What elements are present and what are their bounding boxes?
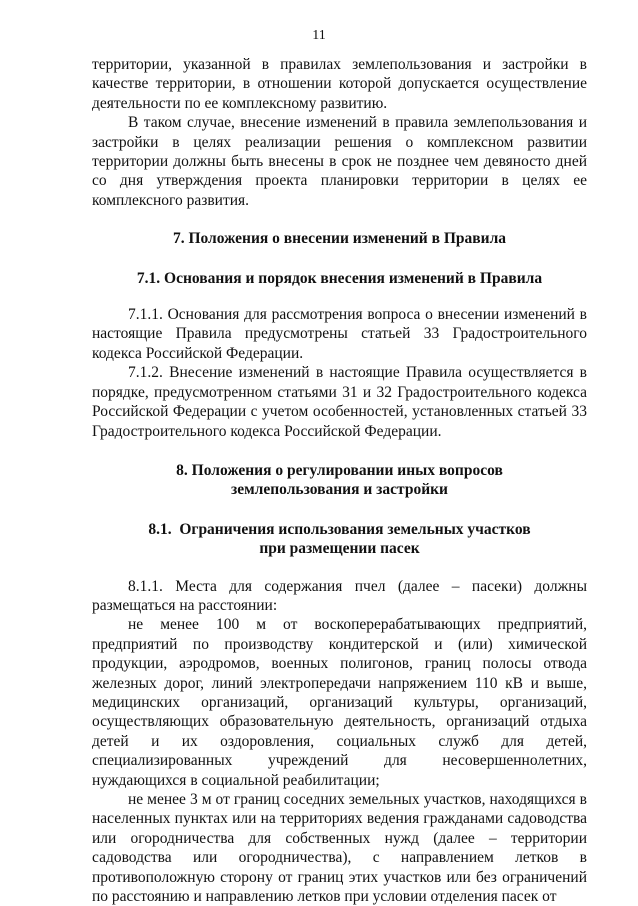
paragraph: В таком случае, внесение изменений в правила землепользования и застройки в целях реализации решения о комплексном развитии территории должны быть внесены в срок не позднее чем девяносто дней со дня утверждения проекта планировки территории в целях ее комплексного развития. — [92, 114, 587, 209]
document-body — [92, 55, 587, 906]
list-item: не менее 100 м от воскоперерабатывающих предприятий, предприятий по производству кондитерской и (или) химической продукции, аэродромов, военных полигонов, границ полосы отвода железных дорог, линий электропередачи напряжением 110 кВ и выше, медицинских организаций, организаций культуры, организаций, осуществляющих образовательную деятельность, организаций отдыха детей и их оздоровления, социальных служб для детей, специализированных учреждений для несовершеннолетних, нуждающихся в социальной реабилитации; — [92, 616, 587, 789]
paragraph-7-1-1: 7.1.1. Основания для рассмотрения вопроса о внесении изменений в настоящие Правила предусмотрены статьей 33 Градостроительного кодекса Российской Федерации. — [92, 306, 587, 362]
subsection-heading: 7.1. Основания и порядок внесения изменений в Правила — [136, 269, 543, 287]
section-heading — [92, 461, 587, 500]
paragraph-8-1-1: 8.1.1. Места для содержания пчел (далее – пасеки) должны размещаться на расстоянии: — [92, 577, 587, 614]
subsection-heading-line: 8.1. Ограничения использования земельных участков — [148, 520, 531, 538]
list-item: не менее 3 м от границ соседних земельных участков, находящихся в населенных пунктах или на территориях ведения гражданами садоводства или огородничества для собственных нужд (далее – территории садоводства или огородничества), с направлением летков в противоположную сторону от границ этих участков или без ограничений по расстоянию и направлению летков при условии отделения пасек от — [92, 791, 587, 906]
section-heading-line: землепользования и застройки — [231, 481, 448, 499]
section-heading-line: 8. Положения о регулировании иных вопросов — [176, 461, 503, 479]
subsection-heading — [92, 520, 587, 559]
continuation-paragraph: территории, указанной в правилах землепользования и застройки в качестве территории, в отношении которой допускается осуществление деятельности по ее комплексному развитию. — [92, 56, 587, 112]
section-heading: 7. Положения о внесении изменений в Правила — [172, 230, 507, 248]
page-number: 11 — [312, 28, 326, 43]
paragraph-7-1-2: 7.1.2. Внесение изменений в настоящие Правила осуществляется в порядке, предусмотренном статьями 31 и 32 Градостроительного кодекса Российской Федерации с учетом особенностей, установленных статьей 33 Градостроительного кодекса Российской Федерации. — [92, 364, 587, 440]
subsection-heading-line: при размещении пасек — [259, 540, 420, 558]
